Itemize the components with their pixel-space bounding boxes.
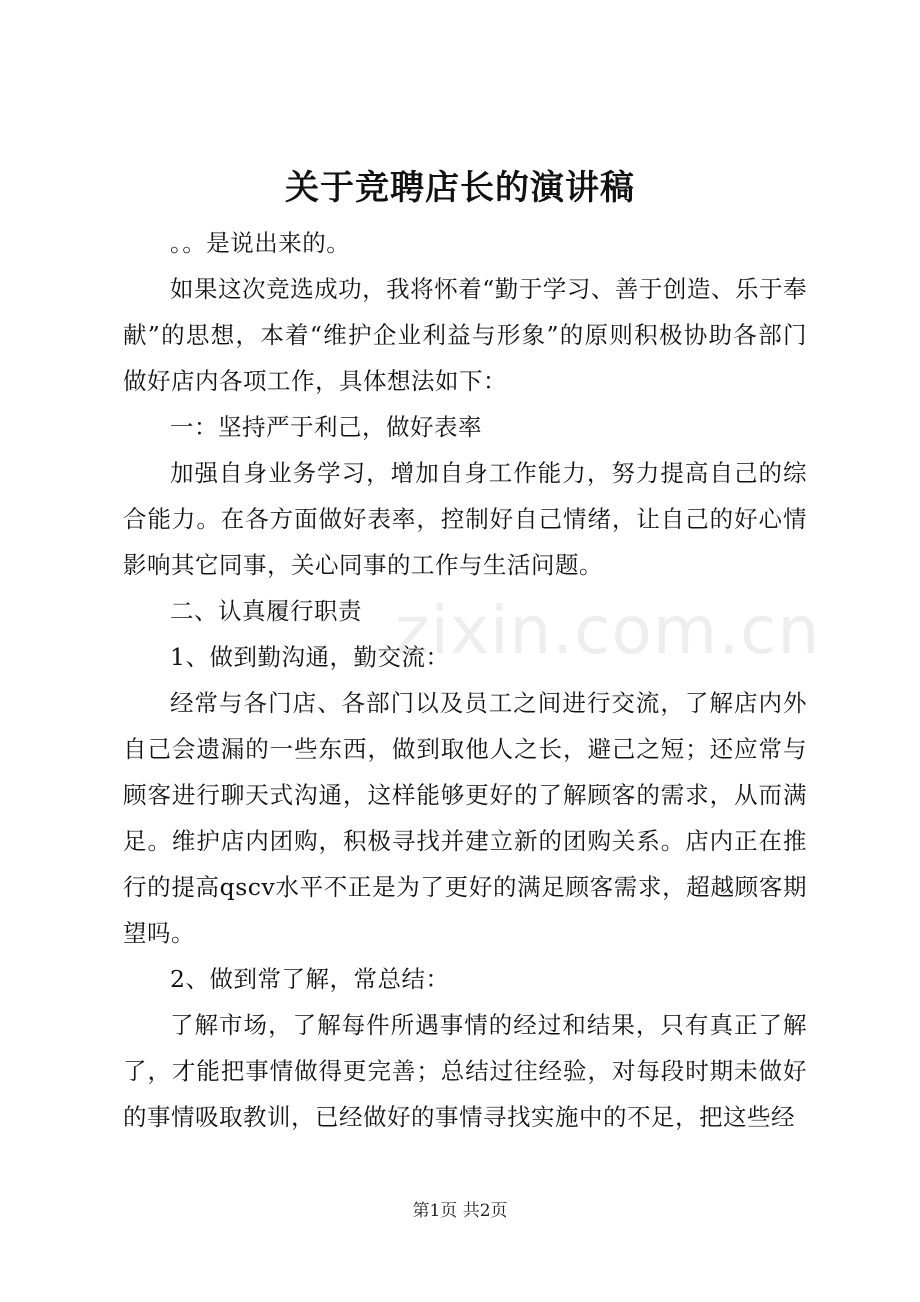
section-heading-1: 一：坚持严于利己，做好表率 [170,413,482,441]
document-body [123,220,807,1140]
section-heading-2: 二、认真履行职责 [170,597,362,625]
paragraph-1: 。。是说出来的。 [170,229,351,257]
subheading-2: 2、做到常了解，常总结： [170,965,450,993]
watermark: zixin.com.cn [395,592,821,669]
document-title: 关于竞聘店长的演讲稿 [285,168,635,208]
paragraph-4: 经常与各门店、各部门以及员工之间进行交流，了解店内外自己会遗漏的一些东西，做到取他人之长，避己之短；还应常与顾客进行聊天式沟通，这样能够更好的了解顾客的需求，从而满足。维护店内团购，积极寻找并建立新的团购关系。店内正在推行的提高qscv水平不正是为了更好的满足顾客需求，超越顾客期望吗。 [123,689,807,947]
paragraph-2: 如果这次竞选成功，我将怀着“勤于学习、善于创造、乐于奉献”的思想，本着“维护企业利益与形象”的原则积极协助各部门做好店内各项工作，具体想法如下： [123,275,807,395]
paragraph-5: 了解市场，了解每件所遇事情的经过和结果，只有真正了解了，才能把事情做得更完善；总结过往经验，对每段时期未做好的事情吸取教训，已经做好的事情寻找实施中的不足，把这些经 [123,1011,807,1131]
page-footer: 第1页 共2页 [412,1201,508,1221]
paragraph-3: 加强自身业务学习，增加自身工作能力，努力提高自己的综合能力。在各方面做好表率，控制好自己情绪，让自己的好心情影响其它同事，关心同事的工作与生活问题。 [123,459,807,579]
subheading-1: 1、做到勤沟通，勤交流： [170,643,450,671]
